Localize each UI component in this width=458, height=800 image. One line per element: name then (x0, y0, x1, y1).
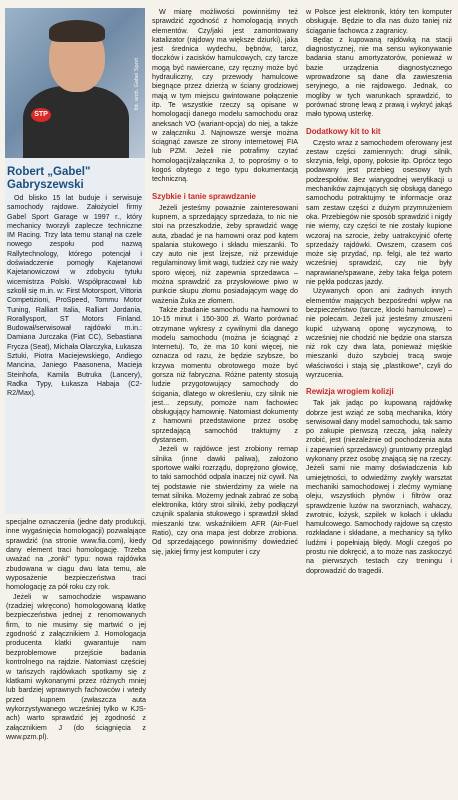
profile-name-line2: Gabryszewski (7, 178, 84, 191)
paragraph: Często wraz z samochodem oferowany jest zestaw części zamiennych: drugi silnik, skrzynia, felgi, opony, połosie itp. Oprócz tego podawany jest przebieg osesowy tych podzespołów. Bez wiarygodnej weryfikacji u mechaników zajmujących się obsługą danego samochodu potraktujmy te informacje oraz sam zestaw części z dużym przymrużeniem oka. Przebiegów nie sposób sprawdzić i nigdy nie wiemy, czy części te nie zostały kupione wczoraj na szrocie, żeby uatrakcyjnić ofertę sprzedaży rajdówki. Owszem, czasem coś może się przydać, np. felgi, ale też warto wcześniej sprawdzić, czy nie były naprawiane/spawane, żeby taka felga potem nie pękła podczas jazdy. (306, 138, 452, 287)
left-column-text (6, 518, 146, 742)
section-heading: Dodatkowy kit to kit (306, 126, 381, 136)
paragraph: Będąc z kupowaną rajdówką na stacji diagnostycznej, nie ma sensu wykonywanie badania stanu amortyzatorów, ponieważ w bazie urządzenia diagnostycznego wprowadzone są dane dla zawieszenia seryjnego, a nie rajdowego. Jednak, co mogliby w tych warunkach sprawdzić, to porównać stronę lewą z prawą i wykryć jakąś mało typową usterkę. (306, 35, 452, 119)
paragraph: Używanych opon ani żadnych innych elementów mających bezpośredni wpływ na bezpieczeństwo (tarcze, klocki hamulcowe) – nie polecam. Jeżeli już jesteśmy zmuszeni kupić używaną oponę wyczynową, to wcześniej nie chodzić nie będzie ona starsza niż rok czy dwa lata, ponieważ mięśkie mieszanki dużo szybciej tracą swoje właściwości i stają się „plastikowe", czyli do wyrzucenia. (306, 287, 452, 379)
profile-bio-text: Od blisko 15 lat buduje i serwisuje samochody rajdowe. Założyciel firmy Gabel Sport Garage w 1997 r., który mechanicy tworzyli zaplecze techniczne IM Racing. Trzy lata temu stanął na czele nowego zespołu pod nazwą Rallytechnology, którego potencjał i doświadczenie pomogły Kajetanowi Kajetanowiczowi w zdobyciu tytułu wicemistrza Polski. Współpracował lub szkolił się m.in. w: First Motorsport, Vittoria Competizioni, ProSpeed, Tommu Motor Tuning, Ralliart Italia, Ralliart Jordania, Rorallysport, ST Motors Finland. Budował/serwisował rajdówki m.in.: Damiana Jurczaka (Fiat CC), Sebastiana Frycza (Seat), Michała Olarczyka, Łukasza Sztuki, Piotra Maciejewskiego, Andiego Mancina, Janiego Paasonena, Macieja Steinhofa, Kamila Butruka (Lancery), Radka Typy, Łukasza Habaja (C2-R2/Max). (7, 194, 142, 398)
middle-column (152, 8, 298, 557)
paragraph: Tak jak jadąc po kupowaną rajdówkę dobrze jest wziąć ze sobą mechanika, który serwisował dany model samochodu, tak samo po zakupie pierwszą rzeczą, jaką należy zrobić, jest (niezależnie od pochodzenia auta i zapewnień sprzedawcy) gruntowny przegląd wykonany przez osobę znającą się na rzeczy. Jeżeli sami nie mamy doświadczenia lub umiejętności, to odwiedźmy zwykły warsztat mechaniki samochodowej i zlećmy wymianę oleju, wszystkich płynów i filtrów oraz sprawdzenie luzów na sworzniach, wahaczy, zwrotnic, łożysk, szpilek w kołach i układu hamulcowego. Samochody rajdowe są często rozkładane i składane, a mechanicy są tylko ludźmi i popełniają błędy. Mogli czegoś po prostu nie dokręcić, a to może nas zaskoczyć na pierwszych testach czy treningu i doprowadzić do tragedii. (306, 399, 452, 575)
profile-box (5, 8, 145, 514)
paragraph: Jeżeli jesteśmy poważnie zainteresowani kupnem, a sprzedający sprzedaża, to nic nie stoi na przeszkodzie, żeby sprawdzić wagę auta, zbadać je na hamowni oraz pod kątem spalania stukowego i składu mieszanki. To czy auto nie jest lżejsze, niż przewiduje regulaminowy limit wagi, tudzież czy nie waży sporo więcej, niż zapewnia sprzedawca – można sprawdzić za przysłowiowe piwo w punkcie skupu złomu posiadającym wagę do ważenia Żuka ze złomem. (152, 203, 298, 305)
photo-credit: fot. arch. Gabel Sport (133, 58, 140, 111)
paragraph: Jeżeli w rajdówce jest zrobiony remap silnika (inne dawki paliwa), założono sportowe wałki rozrządu, doprężono głowicę, to taki samochód odpala inaczej niż cywil. Na tej podstawie nie stwierdzimy za wiele na temat silnika. Możemy jednak zabrać ze sobą elektronika, który stroi silniki, żeby podłączył czujnik spalania stukowego i sprawdził skład mieszanki tzw. wskaźnikiem AFR (Air-Fuel Ratio), czy ona mapa jest dobrze zrobiona. Od sprzedającego powinniśmy dowiedzieć się, jakiej firmy jest komputer i czy (152, 445, 298, 556)
paragraph: w Polsce jest elektronik, który ten komputer obsługuje. Będzie to dla nas dużo taniej niż ściąganie fachowca z zagranicy. (306, 8, 452, 35)
portrait-photo (5, 8, 145, 158)
paragraph: W miarę możliwości powinniśmy też sprawdzić zgodność z homologacją innych elementów. Czy/jaki jest zamontowany katalizator (rajdowy ma większe dziurki), jaka jest średnica wydechu, bębnów, tarcz, tłoczków i zacisków hamulcowych, czy tarcze mogą być nawiercane, czy ręczny może być hydrauliczny, czy przewody hamulcowe biegnące przez dzierżą w ściany grodziowej mają w tym miejscu gwintowane połączenie itp. Te wszystkie rzeczy są opisane w homologacji danego modelu samochodu oraz aneksach VO (wariant-opcja) do niej, a także w załączniku J. Najnowsze wersje można ściągnąć zawsze ze strony internetowej FIA lub PZM. Jeżeli nie potrafimy czytać homologacji/załącznika J, to poprośmy o to kogoś obytego z tego typu dokumentacją techniczną. (152, 8, 298, 184)
sponsor-logo: STP (31, 108, 51, 122)
section-heading: Rewizja wrogiem kolizji (306, 387, 394, 397)
portrait-hair (49, 20, 105, 42)
profile-name (7, 166, 147, 191)
paragraph: specjalne oznaczenia (jedne daty produkcji, inne wygaśnięcia homologacji) pozwalające sprawdzić (na stronie www.fia.com), kiedy dany element traci homologację. Trzeba uważać na „zonki" typu: nowa rajdówka zbudowana w ciągu dwu lata temu, ale wyposażenie bezpieczeństwa traci homologację za pół roku czy rok. (6, 518, 146, 592)
portrait-body (23, 86, 129, 158)
paragraph: Jeżeli w samochodzie wspawano (rzadziej wkręcono) homologowaną klatkę bezpieczeństwa jednej z renomowanych firm, to nie musimy się martwić o jej zgodność z załącznikiem J. Homologacja producenta klatki gwarantuje nam bezproblemowe przejście badania kontrolnego na rajdzie. Natomiast częściej w tańszych rajdówkach spotkamy się z klatkami wykonanymi przez różnych mniej lub bardziej wprawnych fachowców i wtedy przed kupnem (zwłaszcza auta wykorzystywanego wcześniej tylko w KJS-ach) warto sprawdzić jej zgodność z załącznikiem J (do ściągnięcia z www.pzm.pl). (6, 592, 146, 741)
paragraph: Także zbadanie samochodu na hamowni to 10-15 minut i 150-300 zł. Warto porównać otrzymane wykresy z cywilnymi dla danego modelu samochodu (można je ściągnąć z Internetu). To, że ma 10 koni więcej, nie oznacza od razu, że będzie szybsze, bo krzywa momentu obrotowego może być gorsza niż fabryczna. Różne patenty stosują ludzie przygotowujący samochody do ścigania, dlatego w określeniu, czy silnik nie jest... zepsuty, pomoże nam fachowiec obsługujący hamownię. Natomiast dokumenty z hamowni przedstawione przez osobę sprzedającą samochód traktujmy z dystansem. (152, 305, 298, 445)
profile-bio (7, 194, 142, 399)
right-column (306, 8, 452, 576)
section-heading: Szybkie i tanie sprawdzanie (152, 191, 256, 201)
profile-name-line1: Robert „Gabel" (7, 166, 91, 178)
